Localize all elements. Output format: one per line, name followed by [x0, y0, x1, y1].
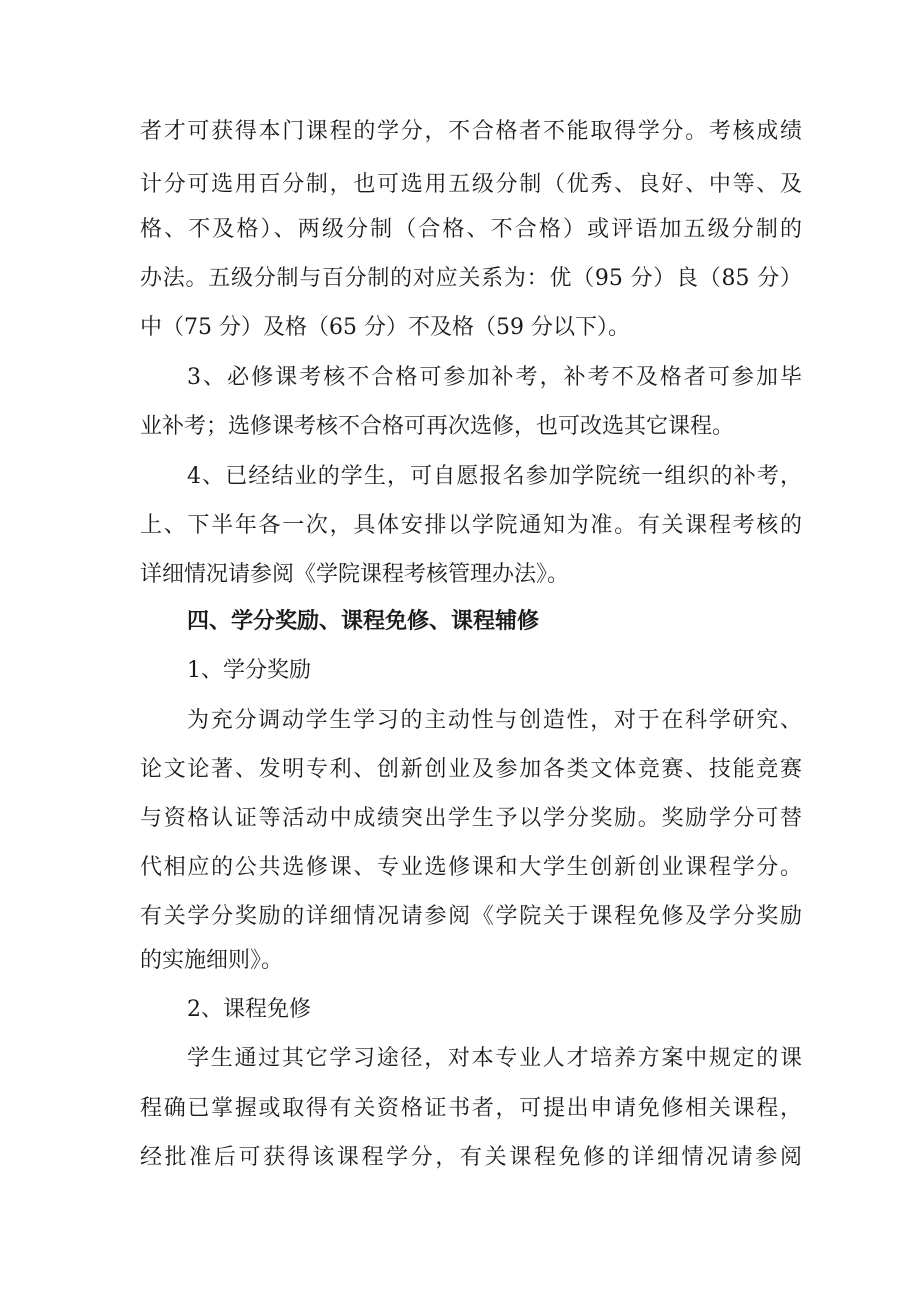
text-line: 计分可选用百分制，也可选用五级分制（优秀、良好、中等、及: [140, 172, 802, 197]
text-line: 业补考；选修课考核不合格可再次选修，也可改选其它课程。: [140, 414, 735, 439]
text-line: 与资格认证等活动中成绩突出学生予以学分奖励。奖励学分可替: [140, 806, 802, 831]
text-line: 3、必修课考核不合格可参加补考，补考不及格者可参加毕: [187, 365, 802, 390]
text-line: 程确已掌握或取得有关资格证书者，可提出申请免修相关课程，: [140, 1096, 802, 1121]
text-line: 学生通过其它学习途径，对本专业人才培养方案中规定的课: [187, 1046, 802, 1071]
subsection-heading: 1、学分奖励: [187, 658, 311, 683]
text-line: 为充分调动学生学习的主动性与创造性，对于在科学研究、: [187, 708, 802, 733]
text-line: 详细情况请参阅《学院课程考核管理办法》。: [140, 562, 570, 587]
text-line: 者才可获得本门课程的学分，不合格者不能取得学分。考核成绩: [140, 119, 802, 144]
text-line: 有关学分奖励的详细情况请参阅《学院关于课程免修及学分奖励: [140, 904, 802, 929]
text-line: 4、已经结业的学生，可自愿报名参加学院统一组织的补考，: [187, 464, 802, 489]
text-line: 代相应的公共选修课、专业选修课和大学生创新创业课程学分。: [140, 855, 802, 880]
text-line: 格、不及格）、两级分制（合格、不合格）或评语加五级分制的: [140, 217, 802, 242]
text-line: 论文论著、发明专利、创新创业及参加各类文体竞赛、技能竞赛: [140, 757, 802, 782]
text-line: 经批准后可获得该课程学分，有关课程免修的详细情况请参阅: [140, 1145, 802, 1170]
text-line: 的实施细则》。: [140, 948, 284, 973]
text-line: 办法。五级分制与百分制的对应关系为：优（95 分）良（85 分）: [140, 266, 802, 291]
section-heading: 四、学分奖励、课程免修、课程辅修: [187, 609, 540, 634]
text-line: 上、下半年各一次，具体安排以学院通知为准。有关课程考核的: [140, 513, 802, 538]
subsection-heading: 2、课程免修: [187, 997, 311, 1022]
text-line: 中（75 分）及格（65 分）不及格（59 分以下）。: [140, 315, 630, 340]
